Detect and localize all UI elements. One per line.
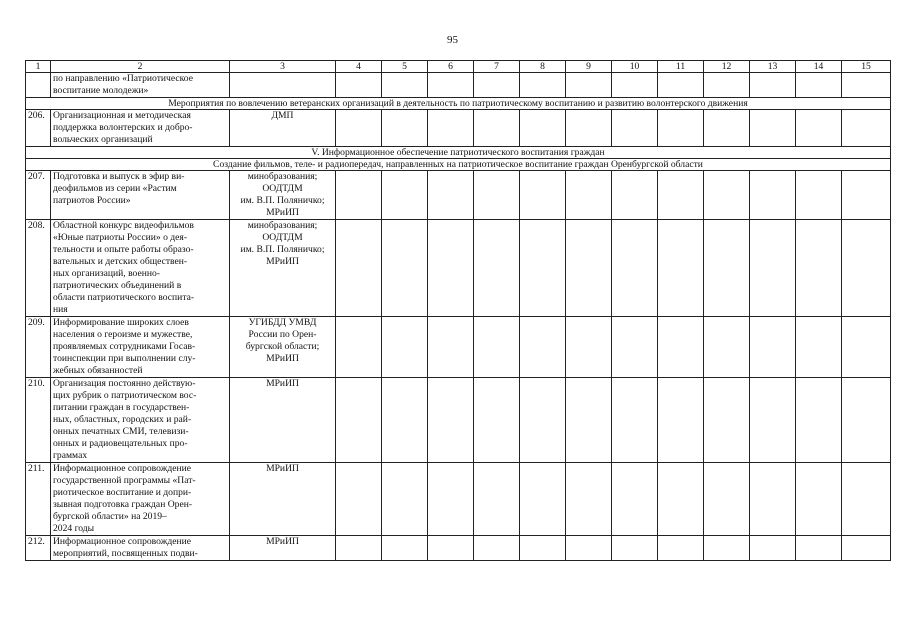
empty-cell [520, 73, 566, 98]
empty-cell [474, 220, 520, 317]
empty-cell [842, 378, 891, 463]
column-header: 2 [51, 61, 230, 73]
empty-cell [796, 220, 842, 317]
item-description: Информационное сопровождение государственной программы «Пат- риотическое воспитание и допри- зывная подготовка граждан Орен- бургской области» на 2019– 2024 годы [51, 463, 230, 536]
empty-cell [566, 110, 612, 147]
empty-cell [428, 378, 474, 463]
empty-cell [704, 378, 750, 463]
column-header: 14 [796, 61, 842, 73]
empty-cell [658, 171, 704, 220]
empty-cell [796, 378, 842, 463]
item-number: 207. [26, 171, 51, 220]
empty-cell [658, 73, 704, 98]
section-heading: V. Информационное обеспечение патриотического воспитания граждан [26, 147, 891, 159]
table-row [26, 463, 891, 536]
empty-cell [658, 463, 704, 536]
empty-cell [336, 110, 382, 147]
empty-cell [842, 73, 891, 98]
item-responsible: минобразования; ООДТДМ им. В.П. Поляничко; МРиИП [230, 171, 336, 220]
empty-cell [566, 378, 612, 463]
item-description: Информирование широких слоев населения о героизме и мужестве, проявляемых сотрудниками Госав- тоинспекции при выполнении слу- жебных обязанностей [51, 317, 230, 378]
empty-cell [474, 171, 520, 220]
item-responsible: МРиИП [230, 536, 336, 561]
empty-cell [428, 220, 474, 317]
empty-cell [796, 317, 842, 378]
empty-cell [336, 536, 382, 561]
section-heading-row [26, 159, 891, 171]
empty-cell [520, 110, 566, 147]
empty-cell [842, 171, 891, 220]
column-header: 15 [842, 61, 891, 73]
item-responsible: МРиИП [230, 463, 336, 536]
empty-cell [612, 536, 658, 561]
empty-cell [474, 317, 520, 378]
item-number [26, 73, 51, 98]
empty-cell [704, 220, 750, 317]
empty-cell [566, 171, 612, 220]
empty-cell [750, 73, 796, 98]
empty-cell [474, 536, 520, 561]
table-row [26, 317, 891, 378]
empty-cell [382, 73, 428, 98]
empty-cell [382, 317, 428, 378]
table-row [26, 171, 891, 220]
empty-cell [658, 536, 704, 561]
empty-cell [658, 220, 704, 317]
item-responsible: УГИБДД УМВД России по Орен- бургской области; МРиИП [230, 317, 336, 378]
empty-cell [658, 378, 704, 463]
item-description: Информационное сопровождение мероприятий, посвященных подви- [51, 536, 230, 561]
empty-cell [474, 463, 520, 536]
empty-cell [704, 73, 750, 98]
column-header: 4 [336, 61, 382, 73]
empty-cell [428, 73, 474, 98]
section-heading: Мероприятия по вовлечению ветеранских организаций в деятельность по патриотическому воспитанию и развитию волонтерского движения [26, 98, 891, 110]
empty-cell [704, 463, 750, 536]
empty-cell [336, 171, 382, 220]
empty-cell [612, 378, 658, 463]
empty-cell [612, 220, 658, 317]
empty-cell [382, 110, 428, 147]
empty-cell [796, 73, 842, 98]
empty-cell [382, 463, 428, 536]
empty-cell [842, 463, 891, 536]
table-row [26, 73, 891, 98]
empty-cell [612, 171, 658, 220]
item-number: 211. [26, 463, 51, 536]
empty-cell [796, 463, 842, 536]
empty-cell [612, 110, 658, 147]
column-header: 12 [704, 61, 750, 73]
table-row [26, 378, 891, 463]
column-header: 8 [520, 61, 566, 73]
empty-cell [566, 317, 612, 378]
item-description: Подготовка и выпуск в эфир ви- деофильмов из серии «Растим патриотов России» [51, 171, 230, 220]
table-row [26, 536, 891, 561]
item-responsible: МРиИП [230, 378, 336, 463]
empty-cell [750, 220, 796, 317]
empty-cell [842, 220, 891, 317]
table-row [26, 220, 891, 317]
column-header: 10 [612, 61, 658, 73]
empty-cell [750, 536, 796, 561]
empty-cell [704, 536, 750, 561]
empty-cell [796, 171, 842, 220]
empty-cell [428, 171, 474, 220]
empty-cell [704, 110, 750, 147]
item-number: 212. [26, 536, 51, 561]
table-body [26, 73, 891, 561]
empty-cell [474, 110, 520, 147]
empty-cell [428, 536, 474, 561]
column-header: 6 [428, 61, 474, 73]
empty-cell [750, 171, 796, 220]
item-description: Организационная и методическая поддержка волонтерских и добро- вольческих организаций [51, 110, 230, 147]
empty-cell [658, 110, 704, 147]
program-table [25, 60, 891, 561]
empty-cell [382, 220, 428, 317]
empty-cell [520, 220, 566, 317]
empty-cell [428, 463, 474, 536]
item-description: Областной конкурс видеофильмов «Юные патриоты России» о дея- тельности и опыте работы образо- вательных и детских обществен- ных организаций, военно- патриотических объединений в области патриотического воспита- ния [51, 220, 230, 317]
column-header: 9 [566, 61, 612, 73]
empty-cell [336, 73, 382, 98]
column-header: 1 [26, 61, 51, 73]
item-responsible: ДМП [230, 110, 336, 147]
item-description: Организация постоянно действую- щих рубрик о патриотическом вос- питании граждан в государствен- ных, областных, городских и рай- онных печатных СМИ, телевизи- онных и радиовещательных про- граммах [51, 378, 230, 463]
empty-cell [612, 463, 658, 536]
empty-cell [658, 317, 704, 378]
empty-cell [520, 536, 566, 561]
empty-cell [382, 536, 428, 561]
column-header: 11 [658, 61, 704, 73]
column-header: 3 [230, 61, 336, 73]
empty-cell [382, 171, 428, 220]
item-responsible: минобразования; ООДТДМ им. В.П. Поляничко; МРиИП [230, 220, 336, 317]
empty-cell [842, 317, 891, 378]
empty-cell [566, 536, 612, 561]
empty-cell [428, 317, 474, 378]
empty-cell [520, 171, 566, 220]
empty-cell [704, 171, 750, 220]
empty-cell [336, 378, 382, 463]
empty-cell [336, 463, 382, 536]
item-number: 209. [26, 317, 51, 378]
empty-cell [520, 378, 566, 463]
item-number: 210. [26, 378, 51, 463]
empty-cell [796, 110, 842, 147]
empty-cell [796, 536, 842, 561]
empty-cell [842, 110, 891, 147]
empty-cell [474, 73, 520, 98]
item-number: 206. [26, 110, 51, 147]
empty-cell [750, 317, 796, 378]
section-heading: Создание фильмов, теле- и радиопередач, направленных на патриотическое воспитание граждан Оренбургской области [26, 159, 891, 171]
section-heading-row [26, 147, 891, 159]
empty-cell [382, 378, 428, 463]
empty-cell [704, 317, 750, 378]
page-number: 95 [447, 34, 458, 46]
item-description: по направлению «Патриотическое воспитание молодежи» [51, 73, 230, 98]
empty-cell [566, 463, 612, 536]
section-heading-row [26, 98, 891, 110]
column-header: 7 [474, 61, 520, 73]
empty-cell [566, 220, 612, 317]
column-header: 13 [750, 61, 796, 73]
empty-cell [336, 317, 382, 378]
empty-cell [842, 536, 891, 561]
empty-cell [428, 110, 474, 147]
empty-cell [750, 378, 796, 463]
item-responsible [230, 73, 336, 98]
empty-cell [474, 378, 520, 463]
empty-cell [750, 463, 796, 536]
empty-cell [750, 110, 796, 147]
table-row [26, 110, 891, 147]
column-header: 5 [382, 61, 428, 73]
empty-cell [612, 317, 658, 378]
empty-cell [520, 463, 566, 536]
empty-cell [336, 220, 382, 317]
empty-cell [520, 317, 566, 378]
empty-cell [612, 73, 658, 98]
item-number: 208. [26, 220, 51, 317]
empty-cell [566, 73, 612, 98]
column-number-row [26, 61, 891, 73]
